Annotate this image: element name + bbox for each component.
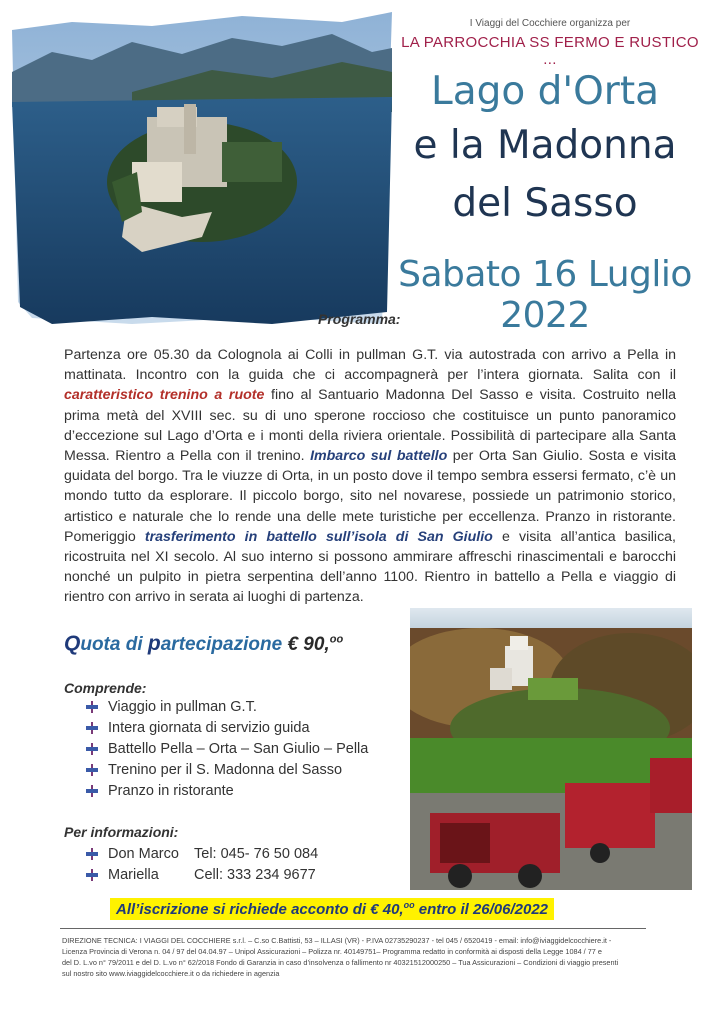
list-item: [86, 696, 368, 717]
quota-initial: Q: [64, 632, 81, 655]
contact-row: [86, 864, 318, 885]
title-line-2: e la Madonna: [413, 123, 677, 168]
cross-bullet-icon: [86, 701, 98, 713]
include-item-lunch: Pranzo in ristorante: [108, 782, 234, 799]
organizer-text: I Viaggi del Cocchiere organizza per: [469, 18, 631, 29]
contacts-list: [86, 843, 318, 885]
client-name: LA PARROCCHIA SS FERMO E RUSTICO ...: [401, 34, 699, 68]
program-highlight-isola: trasferimento in battello sull’isola di San Giulio: [144, 528, 493, 545]
lake-orta-photo: [12, 12, 392, 324]
price-value: € 90,: [287, 634, 330, 655]
contact-name: Don Marco: [108, 845, 179, 862]
list-item: [86, 717, 368, 738]
title-line-3: del Sasso: [452, 181, 638, 226]
program-text-1: Partenza ore 05.30 da Colognola ai Colli in pullman G.T. via autostrada con arrivo a Pella in mattinata. Incontro con la guida che ci accompagnerà per l’intera giornata. Salita con il: [64, 347, 676, 384]
cross-bullet-icon: [86, 848, 98, 860]
program-label: Programma:: [318, 311, 401, 327]
cross-bullet-icon: [86, 764, 98, 776]
cross-bullet-icon: [86, 869, 98, 881]
include-item-boat: Battello Pella – Orta – San Giulio – Pella: [108, 740, 369, 757]
program-text-2: fino al Santuario Madonna Del Sasso e visita. Costruito nella prima metà del XVIII sec. su di uno sperone roccioso che costituisce un punto panoramico d’eccezione sul Lago d’Orta e i monti della riviera orientale. Possibilità di partecipare alla Santa Messa. Rientro a Pella con il trenino.: [64, 387, 676, 465]
footer-line: DIREZIONE TECNICA: I VIAGGI DEL COCCHIERE s.r.l. – C.so C.Battisti, 53 – ILLASI (VR) - P.IVA 02735290237 - tel 045 / 6520419 - email: info@iviaggidelcocchiere.it -: [62, 936, 612, 945]
program-text-4: e visita all’antica basilica, ricostruita nel XI secolo. Al suo interno si possono ammirare affreschi rinascimentali e barocchi nonché un pulpito in pietra serpentina dell’anno 1100. Rientro in battello a Pella e viaggio di rientro con arrivo in serata ai luoghi di partenza.: [64, 528, 677, 606]
program-text-3: per Orta San Giulio. Sosta e visita guidata del borgo. Tra le viuzze di Orta, in un posto dove il tempo sembra essersi fermato, c’è un mondo tutto da esplorare. Il piccolo borgo, sito nel novarese, possiede un patrimonio storico, artistico e naturale che lo rende una delle mete turistiche per eccellenza. Pranzo in ristorante. Pomeriggio: [64, 448, 676, 545]
footer-line: del D. L.vo n° 79/2011 e del D. L.vo n° 62/2018 Fondo di Garanzia in caso d’insolvenza o fallimento nr 40321512000250 – Tua Assicurazioni – Condizioni di viaggio presenti: [62, 958, 619, 967]
includes-label: Comprende:: [64, 680, 147, 696]
price-cents: oo: [329, 633, 344, 646]
sanctuary-train-photo: [410, 608, 692, 890]
footer-line: Licenza Provincia di Verona n. 04 / 97 del 04.04.97 – Unipol Assicurazioni – Polizza nr. 40149751– Programma redatto in conformità ai disposti della Legge 1084 / 77 e: [62, 947, 602, 956]
quota-text: uota di: [80, 634, 148, 655]
program-description: [64, 345, 676, 608]
footer-line: sul nostro sito www.iviaggidelcocchiere.it o da richiedere in agenzia: [62, 969, 280, 978]
title-line-1: Lago d'Orta: [430, 69, 660, 114]
program-highlight-battello: Imbarco sul battello: [310, 448, 448, 465]
includes-list: [86, 696, 368, 801]
include-item-bus: Viaggio in pullman G.T.: [108, 698, 257, 715]
list-item: [86, 780, 368, 801]
list-item: [86, 738, 368, 759]
deposit-cents: oo: [403, 900, 415, 910]
cross-bullet-icon: [86, 722, 98, 734]
footer-divider: [60, 928, 646, 929]
contact-name: Mariella: [108, 866, 159, 883]
cross-bullet-icon: [86, 785, 98, 797]
participation-initial: p: [147, 632, 161, 655]
trip-date: Sabato 16 Luglio 2022: [398, 254, 692, 336]
contact-row: [86, 843, 318, 864]
include-item-train: Trenino per il S. Madonna del Sasso: [108, 761, 343, 778]
deposit-notice: [110, 898, 554, 920]
deposit-text: All’iscrizione si richiede acconto di € 40,: [116, 901, 404, 918]
info-label: Per informazioni:: [64, 824, 179, 840]
contact-phone: Tel: 045- 76 50 084: [194, 845, 319, 862]
price-heading: [64, 632, 343, 656]
contact-phone: Cell: 333 234 9677: [194, 866, 316, 883]
program-highlight-trenino: caratteristico trenino a ruote: [64, 387, 265, 404]
list-item: [86, 759, 368, 780]
deposit-deadline: entro il 26/06/2022: [414, 901, 549, 918]
footer-legal: [62, 935, 652, 979]
participation-text: artecipazione: [160, 634, 288, 655]
cross-bullet-icon: [86, 743, 98, 755]
include-item-guide: Intera giornata di servizio guida: [108, 719, 310, 736]
